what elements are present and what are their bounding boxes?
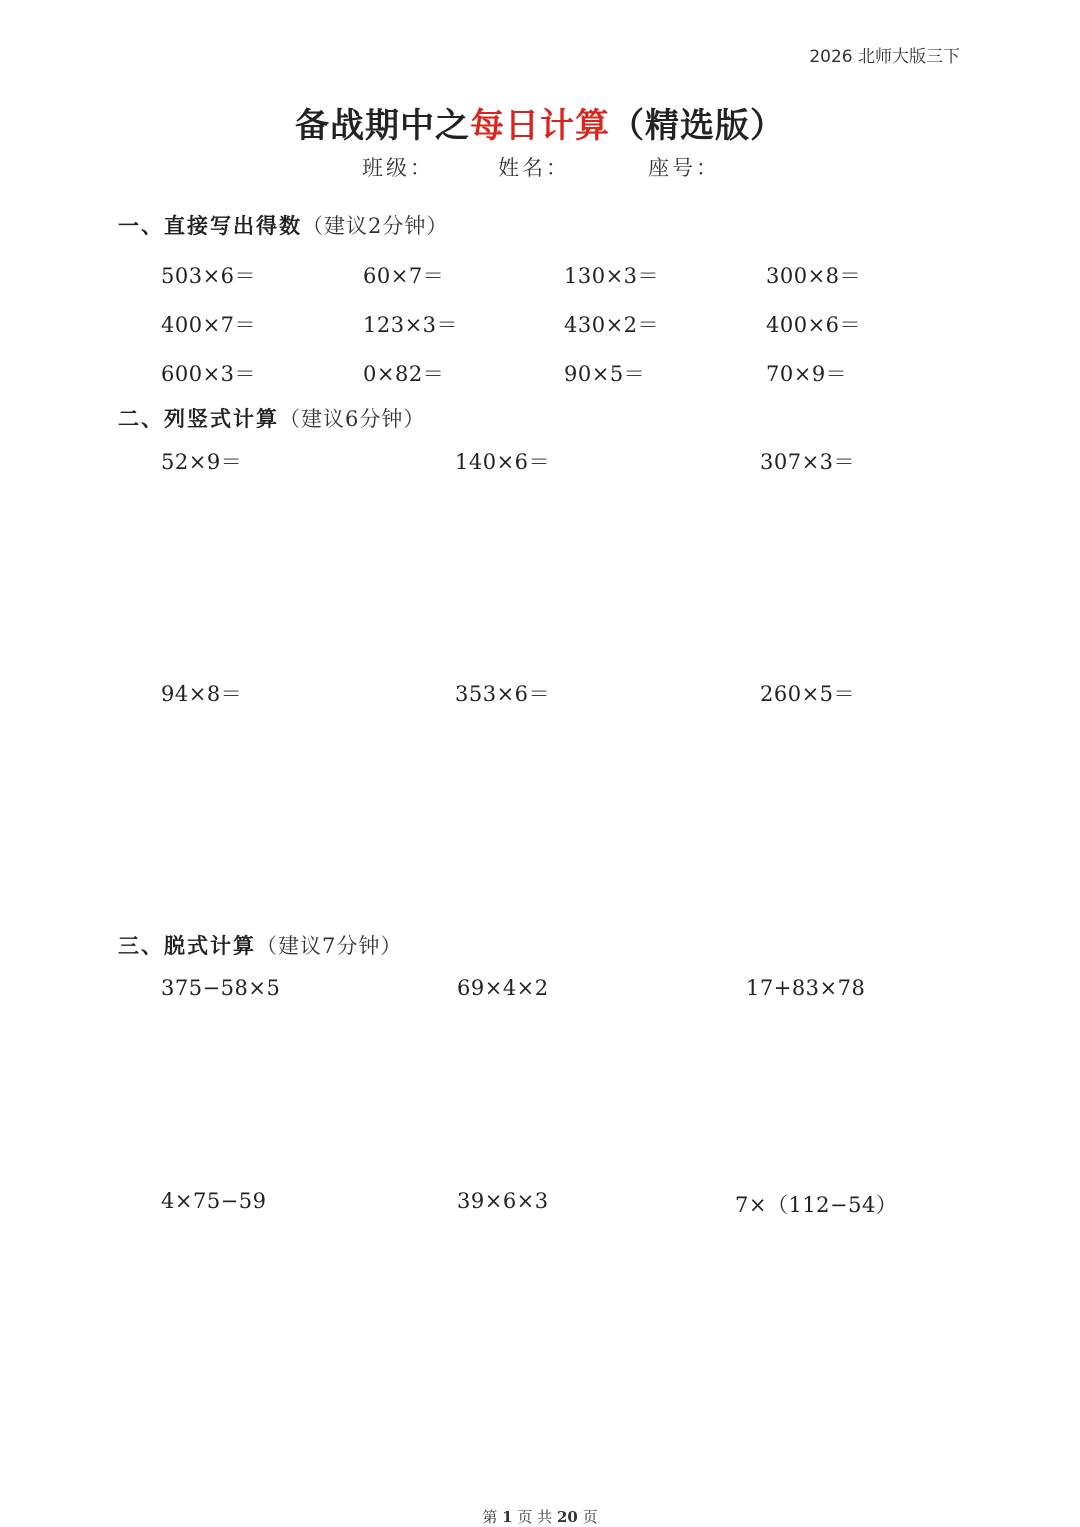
oral-question: 123×3＝	[363, 313, 459, 337]
header-tag: 2026 北师大版三下	[809, 47, 960, 67]
class-label: 班级：	[362, 156, 434, 180]
footer-post: 页	[582, 1508, 598, 1526]
oral-question: 130×3＝	[564, 264, 660, 288]
title-prefix: 备战期中之	[295, 106, 470, 146]
oral-question: 60×7＝	[363, 264, 445, 288]
step-calc-question: 7×（112−54）	[735, 1193, 898, 1217]
vertical-calc-question: 94×8＝	[161, 682, 243, 706]
vertical-calc-question: 52×9＝	[161, 450, 243, 474]
title-suffix: （精选版）	[610, 106, 785, 146]
footer-total-pages: 20	[556, 1508, 578, 1526]
oral-question: 503×6＝	[161, 264, 257, 288]
section-1-heading: 一、直接写出得数	[118, 214, 302, 238]
section-3-title	[118, 930, 402, 960]
vertical-calc-question: 353×6＝	[455, 682, 551, 706]
section-3-hint: （建议7分钟）	[256, 934, 403, 958]
vertical-calc-question: 140×6＝	[455, 450, 551, 474]
title-highlight: 每日计算	[470, 106, 610, 146]
oral-question: 400×7＝	[161, 313, 257, 337]
oral-question: 70×9＝	[766, 362, 848, 386]
oral-question: 0×82＝	[363, 362, 445, 386]
footer-pre: 第	[482, 1508, 498, 1526]
step-calc-question: 375−58×5	[161, 976, 281, 1000]
oral-question: 300×8＝	[766, 264, 862, 288]
oral-question: 90×5＝	[564, 362, 646, 386]
step-calc-question: 69×4×2	[457, 976, 549, 1000]
footer-page-number: 1	[502, 1508, 513, 1526]
name-label: 姓名：	[498, 156, 570, 180]
footer-mid: 页 共	[517, 1508, 553, 1526]
vertical-calc-question: 307×3＝	[760, 450, 856, 474]
section-3-heading: 三、脱式计算	[118, 934, 256, 958]
section-2-heading: 二、列竖式计算	[118, 407, 279, 431]
section-2-title	[118, 403, 425, 433]
seat-label: 座号：	[648, 156, 720, 180]
step-calc-question: 39×6×3	[457, 1189, 549, 1213]
step-calc-question: 17+83×78	[746, 976, 866, 1000]
step-calc-question: 4×75−59	[161, 1189, 267, 1213]
oral-question: 430×2＝	[564, 313, 660, 337]
section-1-title	[118, 210, 448, 240]
section-1-hint: （建议2分钟）	[302, 214, 449, 238]
page-footer	[0, 1506, 1080, 1527]
page-title	[0, 98, 1080, 147]
vertical-calc-question: 260×5＝	[760, 682, 856, 706]
section-2-hint: （建议6分钟）	[279, 407, 426, 431]
oral-question: 400×6＝	[766, 313, 862, 337]
oral-question: 600×3＝	[161, 362, 257, 386]
